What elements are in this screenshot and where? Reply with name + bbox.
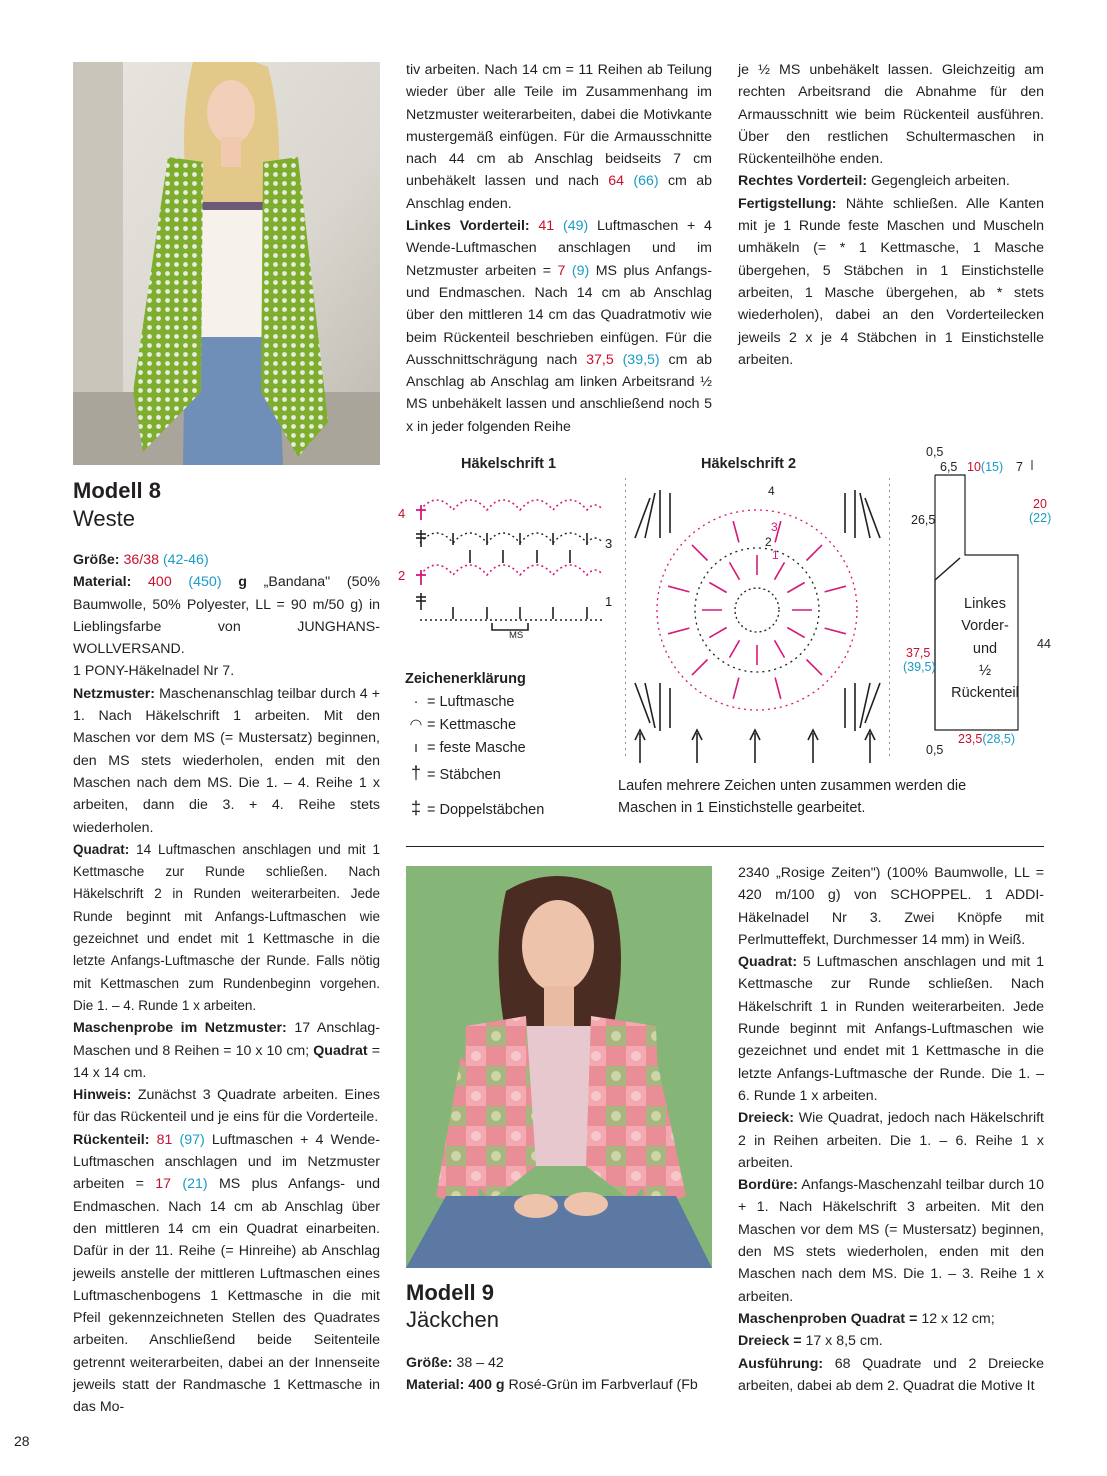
- rv-line: [738, 170, 1044, 192]
- dim-44: 44: [1037, 637, 1051, 651]
- size-label: Größe:: [73, 552, 120, 568]
- dim-235-285: [958, 732, 1015, 746]
- material-a: 400: [148, 574, 172, 591]
- lv-label: Linkes Vorderteil:: [406, 218, 530, 235]
- col2-b: (66): [633, 173, 659, 190]
- lv-f: (39,5): [622, 351, 660, 368]
- dim-395: (39,5): [903, 660, 936, 674]
- ruecken-d: (21): [182, 1176, 208, 1193]
- model8-instructions-col3: [738, 59, 1044, 371]
- m9-ausfuehrung-text: 68 Quadrate und 2 Dreiecke arbeiten, dabei ab dem 2. Quadrat die Motive It: [738, 1355, 1044, 1394]
- model8-photo: [73, 62, 380, 465]
- lv-d: (9): [571, 262, 590, 279]
- m9-dreieck2-text: 17 x 8,5 cm.: [805, 1333, 883, 1350]
- netz-line: [73, 683, 380, 839]
- netz-label: Netzmuster:: [73, 685, 155, 702]
- size-a: 36/38: [123, 552, 159, 568]
- material-line: [73, 571, 380, 660]
- lv-c: 7: [557, 262, 566, 279]
- chart2-diagram: [625, 478, 890, 763]
- schematic-label-line: Rückenteil: [951, 685, 1019, 702]
- dim-20: 20: [1033, 497, 1047, 511]
- model8-subtitle: Weste: [73, 506, 135, 531]
- m9-dreieck-text: Wie Quadrat, jedoch nach Häkelschrift 2 in Reihen arbeiten. Die 1. – 6. Reihe 1 x arbeiten.: [738, 1110, 1044, 1171]
- col2-cont: [406, 59, 712, 215]
- legend-item-kettmasche: [405, 714, 625, 737]
- m9-probe-line: [738, 1308, 1044, 1330]
- model9-instructions-col2: [406, 1352, 712, 1397]
- m9-bordure-text: Anfangs-Maschenzahl teilbar durch 10 + 1. Nach Häkelschrift 3 arbeiten. Mit den Maschen vor dem MS (= Mustersatz) beginnen, den MS stets wiederholen, enden mit den Maschen nach dem MS. Die 1. – 3. Reihe 1 x arbeiten.: [738, 1177, 1044, 1305]
- legend-item-staebchen: [405, 762, 625, 787]
- treble-crochet-icon: ‡: [410, 798, 421, 818]
- chart1-title: Häkelschrift 1: [461, 456, 557, 472]
- dim-235: 23,5: [958, 732, 983, 746]
- chart2-row-3: 3: [771, 520, 778, 534]
- lv-e: 37,5: [586, 351, 614, 368]
- m9-quadrat-text: 5 Luftmaschen anschlagen und mit 1 Kettmasche zur Runde schließen. Nach Häkelschrift 1 in Runden weiterarbeiten. Jede Runde beginnt mit Anfangs-Luftmaschen wie gezeichnet und endet mit 1 Kettmasche in die letzte Anfangs-Luftmasche der Runde. Die 1. – 6. Runde 1 x arbeiten.: [738, 954, 1044, 1104]
- section-divider: [406, 846, 1044, 847]
- m9-ausfuehrung-line: [738, 1353, 1044, 1398]
- model8-title: Modell 8: [73, 478, 162, 503]
- col3-cont: je ½ MS unbehäkelt lassen. Gleichzeitig am rechten Arbeitsrand die Abnahme für den Armausschnitt wie beim Rückenteil ausführen. Über den restlichen Schultermaschen in Rückenteilhöhe enden.: [738, 62, 1044, 168]
- page-number: 28: [14, 1433, 30, 1449]
- m9-size-line: [406, 1352, 712, 1374]
- material-label: Material:: [73, 574, 132, 591]
- probe-text: 17 Anschlag-Maschen und 8 Reihen = 10 x 10 cm;: [73, 1020, 380, 1059]
- chart2-row-2: 2: [765, 535, 772, 549]
- material-g: g: [238, 574, 247, 591]
- ruecken-b: (97): [179, 1131, 205, 1148]
- legend-label: = Doppelstäbchen: [427, 802, 545, 818]
- dim-15: (15): [980, 460, 1004, 474]
- legend-item-feste-masche: [405, 737, 625, 760]
- rv-text: Gegengleich arbeiten.: [871, 173, 1010, 190]
- schematic-label-line: ½: [978, 662, 992, 679]
- lv-t2: MS plus Anfangs- und Endmaschen. Nach 14 cm ab Anschlag über den mittleren 14 cm das Quadratmotiv wie beim Rückenteil beschrieben einfügen. Für die Ausschnittschrägung nach: [406, 262, 712, 368]
- col2-t2: cm ab Anschlag enden.: [406, 173, 712, 212]
- chart2-row-1: 1: [772, 548, 779, 562]
- quadrat-text: 14 Luftmaschen anschlagen und mit 1 Kettmasche zur Runde schließen. Nach Häkelschrift 2 in Runden weiterarbeiten. Jede Runde beginnt mit Anfangs-Luftmaschen wie gezeichnet und endet mit 1 Kettmasche in die letzte Anfangs-Luftmasche der Runde. Falls nötig mit Kettmaschen zum Rundenbeginn vorgehen. Die 1. – 4. Runde 1 x arbeiten.: [73, 841, 380, 1013]
- m9-dreieck-label: Dreieck:: [738, 1110, 794, 1127]
- chart1-row-3: 3: [605, 536, 613, 551]
- ruecken-c: 17: [155, 1176, 172, 1193]
- probe-label2: Quadrat: [313, 1042, 368, 1059]
- m9-dreieck-line: [738, 1107, 1044, 1174]
- m9-material-line: [406, 1374, 712, 1396]
- ruecken-line: [73, 1129, 380, 1419]
- schematic-label-line: und: [972, 640, 998, 657]
- needle-line: 1 PONY-Häkelnadel Nr 7.: [73, 663, 235, 680]
- model9-photo: [406, 866, 712, 1268]
- model8-instructions-col1: [73, 549, 380, 1419]
- chain-stitch-icon: ·: [413, 694, 419, 710]
- m9-dreieck2-line: [738, 1330, 1044, 1352]
- m9-size-label: Größe:: [406, 1355, 453, 1371]
- hinweis-line: [73, 1084, 380, 1129]
- size-b: (42-46): [162, 552, 209, 568]
- hinweis-text: Zunächst 3 Quadrate arbeiten. Eines für das Rückenteil und je eins für die Vorderteile.: [73, 1087, 380, 1126]
- single-crochet-icon: ı: [413, 740, 419, 756]
- m9-material-text: Rosé-Grün im Farbverlauf (Fb: [508, 1377, 698, 1394]
- fs-line: [738, 193, 1044, 371]
- chart1-row-4: 4: [398, 506, 406, 521]
- fs-label: Fertigstellung:: [738, 195, 837, 212]
- ruecken-t1: Luftmaschen + 4 Wende-Luftmaschen anschlagen und im Netzmuster arbeiten =: [73, 1131, 380, 1193]
- lv-b: (49): [562, 218, 589, 235]
- dim-265: 26,5: [911, 513, 936, 527]
- m9-bordure-label: Bordüre:: [738, 1177, 798, 1194]
- lv-t1: Luftmaschen + 4 Wende-Luftmaschen anschlagen und im Netzmuster arbeiten =: [406, 218, 712, 279]
- dim-65: 6,5: [940, 460, 958, 474]
- netz-text: Maschenanschlag teilbar durch 4 + 1. Nach Häkelschrift 1 arbeiten. Mit den Maschen vor dem MS (= Mustersatz) beginnen, den MS stets wiederholen, enden mit den Maschen nach dem MS. Die 1. – 4. Reihe 1 x arbeiten, dann die 3. + 4. Reihe stets wiederholen.: [73, 685, 380, 836]
- fs-text: Nähte schließen. Alle Kanten mit je 1 Runde feste Maschen und Muscheln umhäkeln (= * 1 Kettmasche, 1 Masche übergehen, 5 Stäbchen in 1 Einstichstelle arbeiten, 1 Masche übergehen, ab * stets wiederholen), dabei an den Vorderteilecken jeweils 2 x je 4 Stäbchen in 1 Einstichstelle arbeiten.: [738, 195, 1044, 368]
- diagram-note: Laufen mehrere Zeichen unten zusammen werden die Maschen in 1 Einstichstelle gearbeitet.: [618, 778, 967, 816]
- schematic-label-line: Vorder-: [961, 618, 1009, 635]
- legend-label: = Kettmasche: [427, 717, 517, 733]
- m9-material-label: Material:: [406, 1377, 465, 1394]
- m9-probe-text: 12 x 12 cm;: [921, 1310, 995, 1327]
- dim-10: 10: [967, 460, 981, 474]
- legend-title: Zeichenerklärung: [405, 671, 526, 687]
- model9-title: Modell 9: [406, 1280, 495, 1305]
- m9-bordure-line: [738, 1174, 1044, 1308]
- m9-material-amount: 400 g: [468, 1377, 505, 1394]
- m9-quadrat-line: [738, 951, 1044, 1107]
- chart1-row-1: 1: [605, 594, 613, 609]
- dim-7: 7: [1016, 460, 1023, 474]
- lv-a: 41: [538, 218, 555, 235]
- hinweis-label: Hinweis:: [73, 1087, 132, 1104]
- m9-dreieck2-label: Dreieck =: [738, 1333, 802, 1350]
- ruecken-a: 81: [156, 1131, 173, 1148]
- ruecken-label: Rückenteil:: [73, 1131, 150, 1148]
- quadrat-label: Quadrat:: [73, 841, 130, 857]
- size-line: [73, 549, 380, 571]
- quadrat-line: [73, 839, 380, 1017]
- legend-label: = feste Masche: [427, 740, 526, 756]
- chart2-title: Häkelschrift 2: [701, 456, 797, 472]
- model9-subtitle: Jäckchen: [406, 1307, 499, 1332]
- chart1-ms-label: MS: [509, 630, 524, 641]
- material-b: (450): [188, 574, 222, 591]
- probe-text2: = 14 x 14 cm.: [73, 1042, 380, 1081]
- legend: [405, 668, 625, 822]
- rv-label: Rechtes Vorderteil:: [738, 173, 868, 190]
- dim-05-bottom: 0,5: [926, 743, 944, 757]
- schematic-label-line: Linkes: [964, 596, 1006, 612]
- chart1-row-2: 2: [398, 568, 406, 583]
- legend-label: = Stäbchen: [427, 767, 501, 783]
- probe-line: [73, 1017, 380, 1084]
- m9-quadrat-label: Quadrat:: [738, 954, 798, 971]
- legend-label: = Luftmasche: [427, 694, 515, 710]
- probe-label: Maschenprobe im Netzmuster:: [73, 1020, 287, 1037]
- material-text: „Bandana" (50% Baumwolle, 50% Polyester, LL = 90 m/50 g) in Lieblingsfarbe von JUNGHANS-WOLLVERSAND.: [73, 574, 381, 658]
- double-crochet-icon: †: [410, 763, 421, 783]
- chart1-diagram: [395, 485, 630, 645]
- dim-10-15: [967, 460, 1003, 474]
- chart2-row-4: 4: [768, 484, 775, 498]
- model9-instructions-col3: [738, 862, 1044, 1397]
- col2-t1: tiv arbeiten. Nach 14 cm = 11 Reihen ab Teilung wieder über alle Teile im Zusammenhang im Netzmuster weiterarbeiten, dabei die Motivkante mustergemäß einfügen. Für die Armausschnitte nach 44 cm ab Anschlag beidseits 7 cm unbehäkelt lassen und nach: [406, 62, 712, 190]
- m9-ausfuehrung-label: Ausführung:: [738, 1355, 824, 1372]
- legend-item-doppelstaebchen: [405, 797, 625, 822]
- dim-375: 37,5: [906, 646, 931, 660]
- slip-stitch-icon: ◠: [409, 717, 423, 733]
- lv-t3: cm ab Anschlag ab Anschlag am linken Arbeitsrand ½ MS unbehäkelt lassen und anschließend noch 5 x in jeder folgenden Reihe: [406, 351, 712, 435]
- ruecken-t2: MS plus Anfangs- und Endmaschen. Nach 14 cm ab Anschlag über den mittleren 14 cm ein Quadrat einarbeiten. Dafür in der 11. Reihe (= Hinreihe) ab Anschlag jeweils anstelle der mittleren Luftmaschen eines Luftmaschenbogens 1 Kettmasche in die mit Pfeil gekennzeichneten Stellen des Quadrates arbeiten. Anschließend beide Seitenteile getrennt weiterarbeiten, dabei an der Innenseite jeweils statt der Randmasche 1 Kettmasche in das Mo-: [73, 1176, 380, 1416]
- m9-cont: 2340 „Rosige Zeiten") (100% Baumwolle, LL = 420 m/100 g) von SCHOPPEL. 1 ADDI-Häkelnadel Nr 3. Zwei Knöpfe mit Perlmutteffekt, Durchmesser 14 mm) in Weiß.: [738, 865, 1044, 948]
- model8-instructions-col2: [406, 59, 712, 438]
- col2-a: 64: [608, 173, 625, 190]
- dim-285: (28,5): [982, 732, 1015, 746]
- legend-item-luftmasche: [405, 691, 625, 714]
- lv-line: [406, 215, 712, 438]
- m9-size-text: 38 – 42: [456, 1355, 504, 1371]
- m9-probe-label: Maschenproben Quadrat =: [738, 1310, 918, 1327]
- dim-22: (22): [1029, 511, 1052, 525]
- dim-05-top: 0,5: [926, 445, 944, 459]
- schematic-label: [940, 593, 1030, 704]
